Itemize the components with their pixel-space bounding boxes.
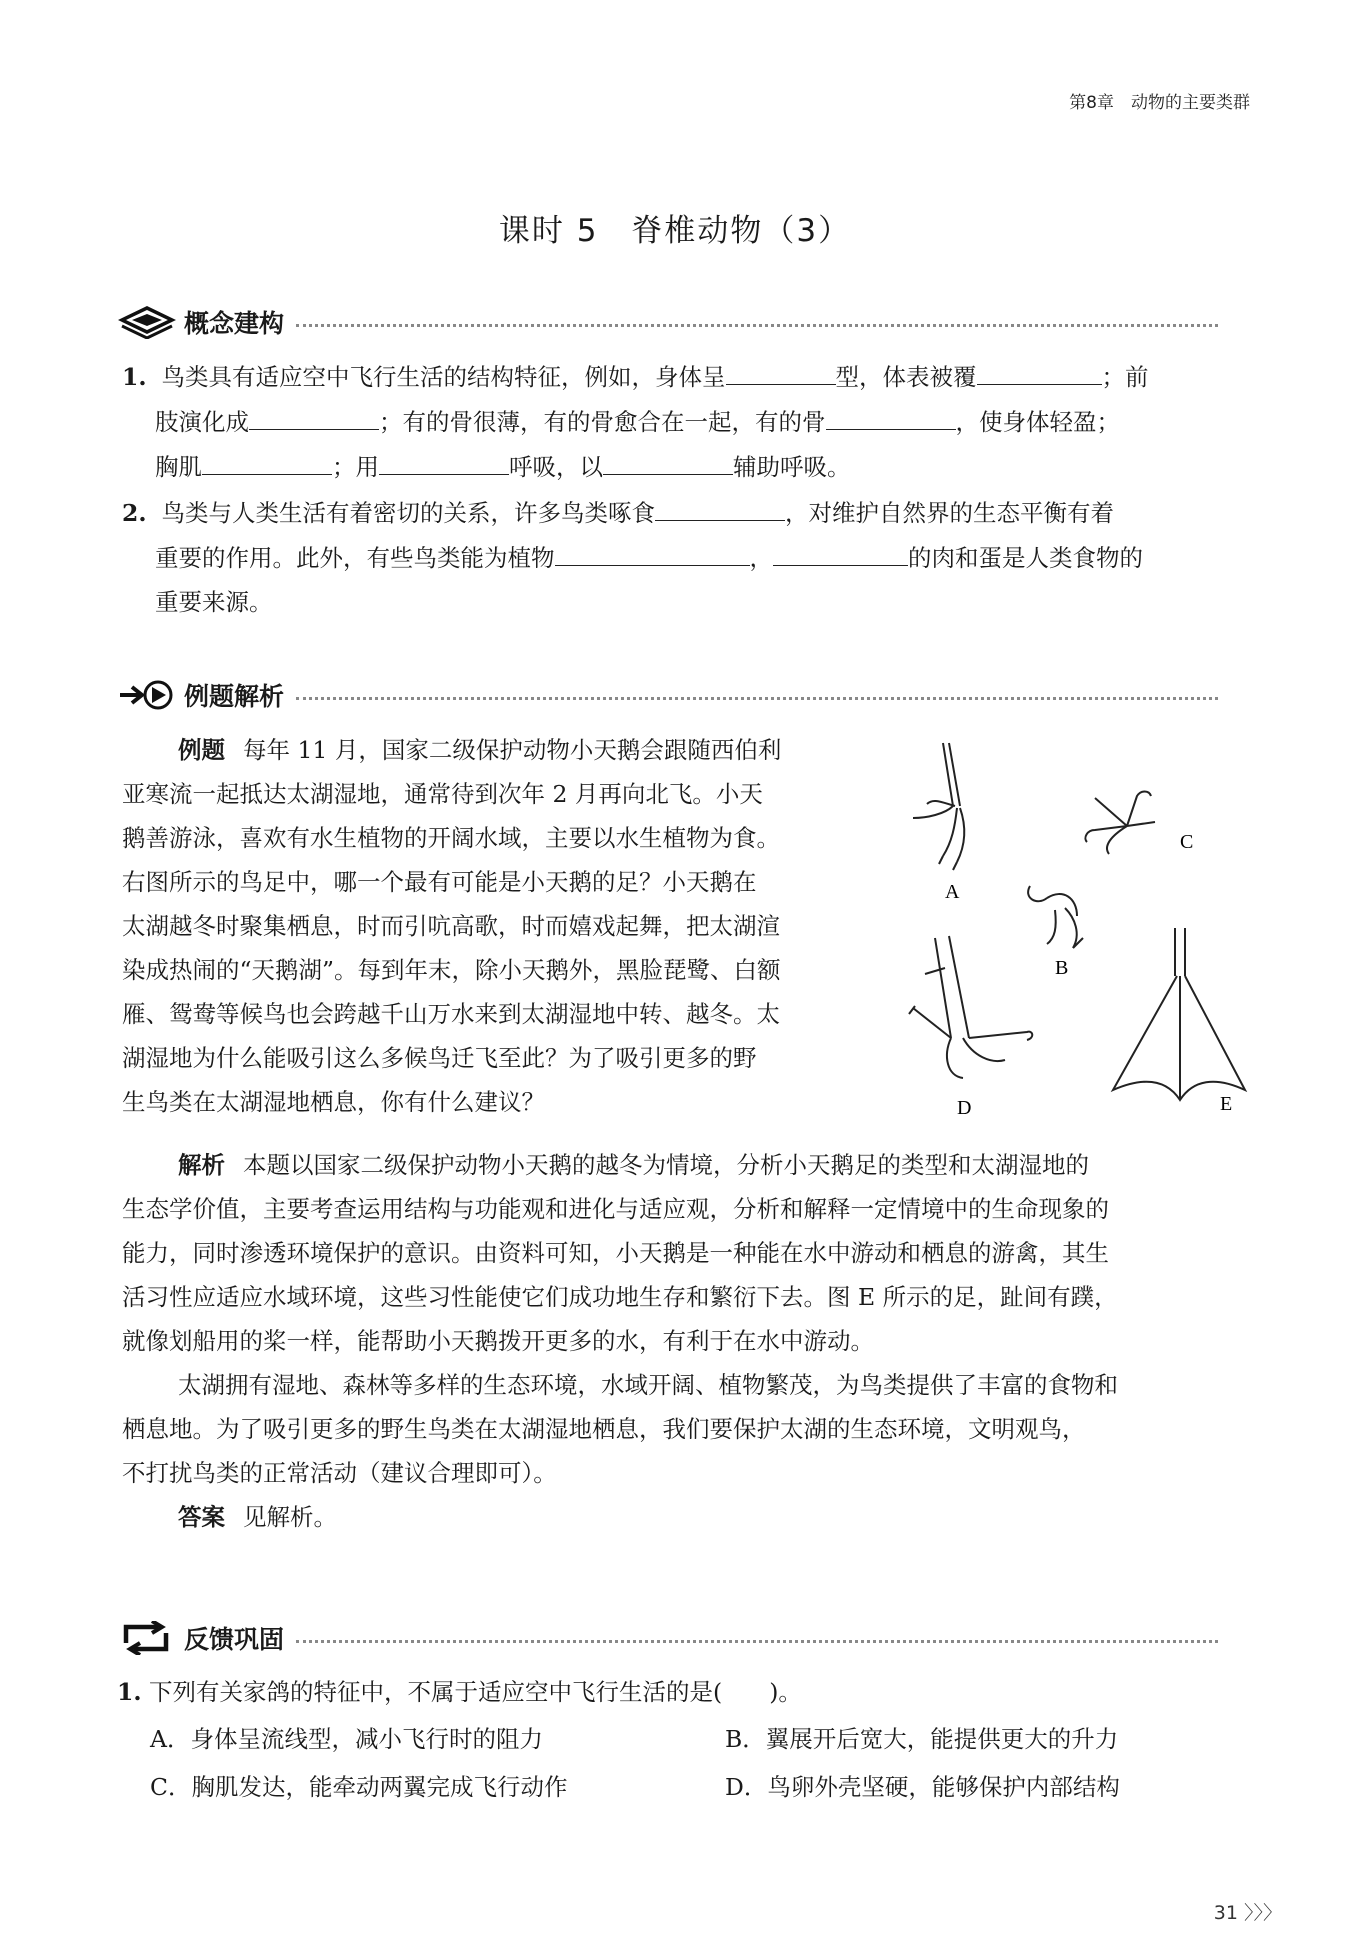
- answer-blank[interactable]: [379, 444, 509, 475]
- answer-blank[interactable]: [726, 354, 836, 385]
- text: 胸肌: [155, 453, 202, 481]
- question-number: 1.: [122, 363, 147, 391]
- foot-a-drawing: [913, 743, 964, 870]
- play-arrow-icon: [118, 678, 176, 712]
- answer-label: 答案: [178, 1503, 225, 1531]
- answer-blank[interactable]: [773, 535, 908, 566]
- text: ；前: [1101, 363, 1149, 391]
- text: 重要来源。: [155, 588, 273, 616]
- foot-b-drawing: [1028, 886, 1083, 948]
- text: ，对维护自然界的生态平衡有着: [785, 499, 1114, 527]
- section-example-label: 例题解析: [184, 682, 285, 711]
- analysis-line: 能力，同时渗透环境保护的意识。由资料可知，小天鹅是一种能在水中游动和栖息的游禽，其生: [122, 1239, 1109, 1267]
- option-c[interactable]: C．胸肌发达，能牵动两翼完成飞行动作: [150, 1773, 568, 1801]
- foot-b-label: B: [1055, 957, 1069, 979]
- analysis-line: 就像划船用的桨一样，能帮助小天鹅拨开更多的水，有利于在水中游动。: [122, 1327, 874, 1355]
- example-line: 湖湿地为什么能吸引这么多候鸟迁飞至此？为了吸引更多的野: [122, 1044, 757, 1072]
- text: 鸟类具有适应空中飞行生活的结构特征，例如，身体呈: [161, 363, 726, 391]
- foot-e-label: E: [1220, 1093, 1233, 1115]
- page-title: 课时 5 脊椎动物（3）: [498, 213, 852, 249]
- example-line: 雁、鸳鸯等候鸟也会跨越千山万水来到太湖湿地中转、越冬。太: [122, 1000, 780, 1028]
- text: 的肉和蛋是人类食物的: [908, 544, 1143, 572]
- analysis-line: 栖息地。为了吸引更多的野生鸟类在太湖湿地栖息，我们要保护太湖的生态环境，文明观鸟，: [122, 1415, 1086, 1443]
- concept-q2-line1: [122, 490, 1252, 535]
- example-label: 例题: [178, 736, 225, 764]
- concept-q2-line3: [122, 580, 1252, 624]
- refresh-icon: [118, 1621, 176, 1655]
- chapter-header: 第8章 动物的主要类群: [1069, 93, 1250, 113]
- answer-blank[interactable]: [826, 399, 956, 430]
- concept-q1-line1: [122, 354, 1252, 399]
- analysis-label: 解析: [178, 1151, 225, 1179]
- example-line: 鹅善游泳，喜欢有水生植物的开阔水域，主要以水生植物为食。: [122, 824, 780, 852]
- text: ；有的骨很薄，有的骨愈合在一起，有的骨: [379, 408, 826, 436]
- example-analysis: [122, 1143, 1252, 1539]
- analysis-line: 生态学价值，主要考查运用结构与功能观和进化与适应观，分析和解释一定情境中的生命现象的: [122, 1195, 1109, 1223]
- text: 型，体表被覆: [835, 363, 977, 391]
- section-feedback-label: 反馈巩固: [184, 1625, 285, 1654]
- concept-q1: [122, 354, 1252, 489]
- page-number: 31 〉〉〉: [1213, 1902, 1282, 1924]
- example-line: 生鸟类在太湖湿地栖息，你有什么建议？: [122, 1088, 545, 1116]
- answer-blank[interactable]: [977, 354, 1102, 385]
- option-d[interactable]: D．鸟卵外壳坚硬，能够保护内部结构: [725, 1773, 1120, 1801]
- section-concept: [118, 302, 1218, 342]
- feedback-q1: [117, 1670, 1247, 1714]
- section-concept-label: 概念建构: [184, 309, 285, 338]
- example-line: 太湖越冬时聚集栖息，时而引吭高歌，时而嬉戏起舞，把太湖渲: [122, 912, 780, 940]
- concept-q1-line3: [122, 444, 1252, 489]
- analysis-line: 活习性应适应水域环境，这些习性能使它们成功地生存和繁衍下去。图 E 所示的足，趾间有蹼，: [122, 1283, 1118, 1311]
- foot-c-label: C: [1180, 831, 1194, 853]
- option-b[interactable]: B．翼展开后宽大，能提供更大的升力: [725, 1725, 1119, 1753]
- foot-d-drawing: [909, 936, 1032, 1078]
- text: 重要的作用。此外，有些鸟类能为植物: [155, 544, 555, 572]
- answer-blank[interactable]: [249, 399, 379, 430]
- text: 肢演化成: [155, 408, 249, 436]
- text: ，: [749, 544, 773, 572]
- text: 鸟类与人类生活有着密切的关系，许多鸟类啄食: [161, 499, 655, 527]
- answer-line: 答案 见解析。: [178, 1503, 337, 1531]
- example-question: [122, 728, 892, 1124]
- example-line: 亚寒流一起抵达太湖湿地，通常待到次年 2 月再向北飞。小天: [122, 780, 763, 808]
- example-line: 染成热闹的“天鹅湖”。每到年末，除小天鹅外，黑脸琵鹭、白额: [122, 956, 781, 984]
- answer-blank[interactable]: [655, 490, 785, 521]
- option-a[interactable]: A．身体呈流线型，减小飞行时的阻力: [150, 1725, 543, 1753]
- concept-q1-line2: [122, 399, 1252, 444]
- example-line: 例题 每年 11 月，国家二级保护动物小天鹅会跟随西伯利: [178, 736, 782, 764]
- analysis-line: 不打扰鸟类的正常活动（建议合理即可）。: [122, 1459, 557, 1487]
- section-feedback: [118, 1618, 1218, 1658]
- section-example: [118, 675, 1218, 715]
- foot-a-label: A: [945, 881, 960, 903]
- text: 辅助呼吸。: [733, 453, 851, 481]
- foot-c-drawing: [1085, 792, 1155, 855]
- section-divider: [296, 324, 1218, 327]
- question-number: 2.: [122, 499, 147, 527]
- answer-blank[interactable]: [202, 444, 332, 475]
- analysis-line: 太湖拥有湿地、森林等多样的生态环境，水域开阔、植物繁茂，为鸟类提供了丰富的食物和: [178, 1371, 1118, 1399]
- layers-icon: [118, 305, 176, 339]
- question-text: 下列有关家鸽的特征中，不属于适应空中飞行生活的是( )。: [149, 1678, 802, 1706]
- analysis-line: 解析 本题以国家二级保护动物小天鹅的越冬为情境，分析小天鹅足的类型和太湖湿地的: [178, 1151, 1089, 1179]
- concept-q2-line2: [122, 535, 1252, 580]
- question-number: 1.: [117, 1678, 142, 1706]
- example-line: 右图所示的鸟足中，哪一个最有可能是小天鹅的足？小天鹅在: [122, 868, 757, 896]
- bird-feet-figure: [905, 738, 1250, 1116]
- answer-blank[interactable]: [555, 535, 750, 566]
- answer-blank[interactable]: [603, 444, 733, 475]
- concept-q2: [122, 490, 1252, 624]
- section-divider: [296, 1640, 1218, 1643]
- text: ，使身体轻盈；: [955, 408, 1120, 436]
- text: 呼吸，以: [509, 453, 603, 481]
- foot-d-label: D: [957, 1097, 972, 1116]
- section-divider: [296, 697, 1218, 700]
- text: ；用: [332, 453, 379, 481]
- foot-e-drawing: [1113, 928, 1245, 1100]
